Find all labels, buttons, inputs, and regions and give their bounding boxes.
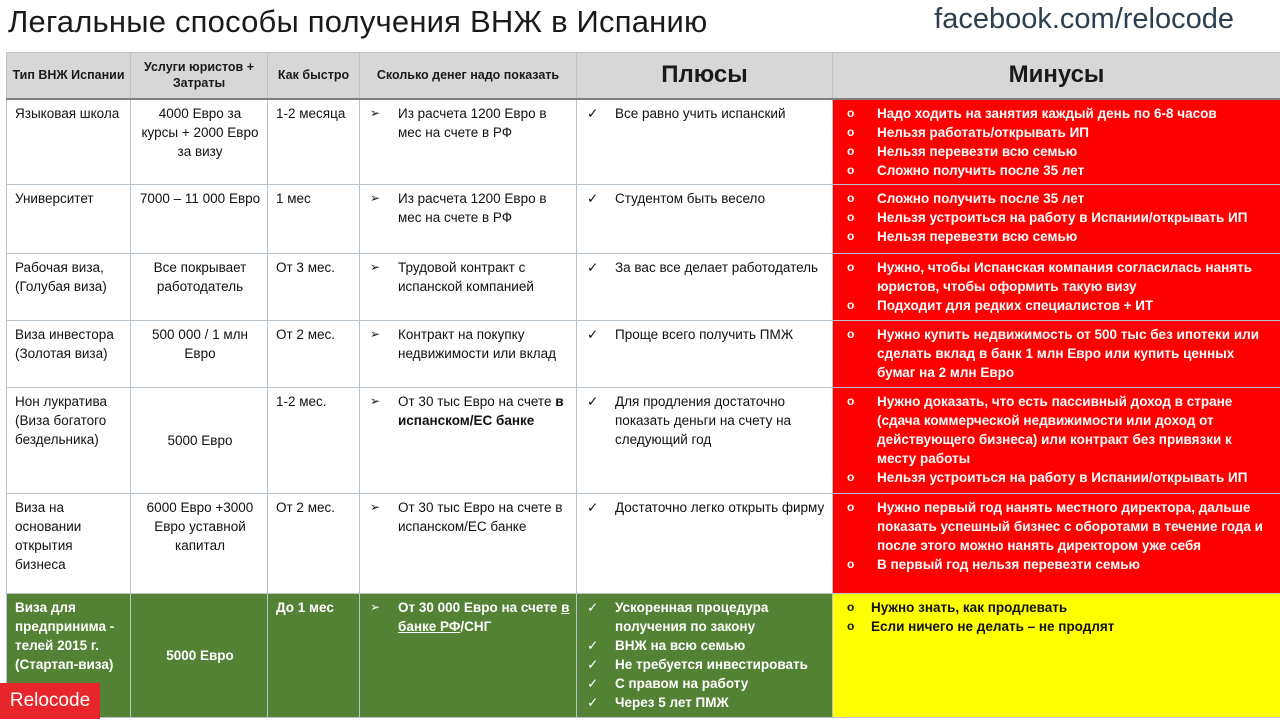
source-link[interactable]: facebook.com/relocode — [934, 3, 1234, 35]
con-item: o Нужно знать, как продлевать — [841, 598, 1274, 617]
header-services: Услуги юристов + Затраты — [131, 53, 268, 99]
visa-cons — [833, 254, 1280, 321]
visa-cons — [833, 494, 1280, 594]
header-type: Тип ВНЖ Испании — [7, 53, 131, 99]
con-item: o В первый год нельзя перевезти семью — [841, 555, 1274, 574]
relocode-badge[interactable]: Relocode — [0, 683, 100, 719]
visa-type: Рабочая виза, (Голубая виза) — [7, 254, 131, 321]
pro-item: ✓ С правом на работу — [585, 674, 826, 693]
visa-pros — [577, 254, 833, 321]
money-text: От 30 000 Евро на счете — [398, 600, 562, 615]
visa-cons — [833, 594, 1280, 718]
pro-item: ✓ Для продления достаточно показать деньги на счету на следующий год — [585, 392, 826, 449]
visa-type: Виза для предпринима - телей 2015 г. (Стартап-виза) — [7, 594, 131, 718]
money-bank: в испанском/ЕС банке — [398, 394, 564, 428]
table-row — [7, 254, 1280, 321]
money-item: ➢ Из расчета 1200 Евро в мес на счете в РФ — [368, 104, 570, 142]
visa-money — [360, 388, 577, 494]
con-item: o Надо ходить на занятия каждый день по 6-8 часов — [841, 104, 1274, 123]
visa-money — [360, 99, 577, 185]
visa-cons — [833, 388, 1280, 494]
visa-type: Языковая школа — [7, 99, 131, 185]
money-item — [368, 598, 570, 636]
visa-pros — [577, 185, 833, 254]
table-row — [7, 388, 1280, 494]
page-title: Легальные способы получения ВНЖ в Испанию — [8, 4, 708, 39]
money-item: ➢ От 30 тыс Евро на счете в испанском/ЕС банке — [368, 498, 570, 536]
visa-money — [360, 321, 577, 388]
money-suffix: /СНГ — [460, 619, 492, 634]
header-cons: Минусы — [833, 53, 1280, 99]
visa-pros — [577, 494, 833, 594]
visa-type: Виза на основании открытия бизнеса — [7, 494, 131, 594]
visa-table — [6, 52, 1280, 718]
visa-cost: 5000 Евро — [131, 388, 268, 494]
money-item — [368, 392, 570, 430]
visa-cost: 6000 Евро +3000 Евро уставной капитал — [131, 494, 268, 594]
visa-type: Нон лукратива (Виза богатого бездельника) — [7, 388, 131, 494]
visa-speed: 1-2 месяца — [268, 99, 360, 185]
con-item: o Нужно купить недвижимость от 500 тыс без ипотеки или сделать вклад в банк 1 млн Евро или купить ценных бумаг на 2 млн Евро — [841, 325, 1274, 382]
pro-item: ✓ Через 5 лет ПМЖ — [585, 693, 826, 712]
con-item: o Нельзя устроиться на работу в Испании/открывать ИП — [841, 468, 1274, 487]
header-money: Сколько денег надо показать — [360, 53, 577, 99]
visa-speed: От 3 мес. — [268, 254, 360, 321]
table-row — [7, 185, 1280, 254]
visa-money — [360, 594, 577, 718]
con-item: o Сложно получить после 35 лет — [841, 161, 1274, 180]
money-item: ➢ Контракт на покупку недвижимости или вклад — [368, 325, 570, 363]
money-bank: в банке РФ — [398, 600, 570, 634]
header-row — [7, 53, 1280, 99]
visa-cost: 5000 Евро — [131, 594, 268, 718]
visa-cons — [833, 185, 1280, 254]
visa-speed: От 2 мес. — [268, 321, 360, 388]
con-item: o Сложно получить после 35 лет — [841, 189, 1274, 208]
pro-item: ✓ Все равно учить испанский — [585, 104, 826, 123]
con-item: o Нельзя работать/открывать ИП — [841, 123, 1274, 142]
con-item: o Если ничего не делать – не продлят — [841, 617, 1274, 636]
visa-speed: 1 мес — [268, 185, 360, 254]
pro-item: ✓ За вас все делает работодатель — [585, 258, 826, 277]
visa-money — [360, 494, 577, 594]
visa-money — [360, 254, 577, 321]
visa-cons — [833, 321, 1280, 388]
money-item: ➢ Из расчета 1200 Евро в мес на счете в РФ — [368, 189, 570, 227]
visa-cons — [833, 99, 1280, 185]
con-item: o Нельзя устроиться на работу в Испании/открывать ИП — [841, 208, 1274, 227]
money-text: От 30 тыс Евро на счете — [398, 394, 556, 409]
con-item: o Нельзя перевезти всю семью — [841, 142, 1274, 161]
visa-type: Виза инвестора (Золотая виза) — [7, 321, 131, 388]
pro-item: ✓ ВНЖ на всю семью — [585, 636, 826, 655]
pro-item: ✓ Проще всего получить ПМЖ — [585, 325, 826, 344]
visa-pros — [577, 99, 833, 185]
pro-item: ✓ Ускоренная процедура получения по закону — [585, 598, 826, 636]
visa-speed: До 1 мес — [268, 594, 360, 718]
visa-pros — [577, 388, 833, 494]
table-row — [7, 321, 1280, 388]
visa-cost: 7000 – 11 000 Евро — [131, 185, 268, 254]
visa-speed: 1-2 мес. — [268, 388, 360, 494]
con-item: o Нельзя перевезти всю семью — [841, 227, 1274, 246]
visa-pros — [577, 321, 833, 388]
pro-item: ✓ Достаточно легко открыть фирму — [585, 498, 826, 517]
table-row — [7, 594, 1280, 718]
visa-cost: 4000 Евро за курсы + 2000 Евро за визу — [131, 99, 268, 185]
con-item: o Подходит для редких специалистов + ИТ — [841, 296, 1274, 315]
visa-money — [360, 185, 577, 254]
visa-speed: От 2 мес. — [268, 494, 360, 594]
visa-type: Университет — [7, 185, 131, 254]
visa-pros — [577, 594, 833, 718]
visa-cost: 500 000 / 1 млн Евро — [131, 321, 268, 388]
table-row — [7, 99, 1280, 185]
con-item: o Нужно первый год нанять местного директора, дальше показать успешный бизнес с оборотами в течение года и после этого можно нанять директором уже себя — [841, 498, 1274, 555]
pro-item: ✓ Студентом быть весело — [585, 189, 826, 208]
header-pros: Плюсы — [577, 53, 833, 99]
con-item: o Нужно доказать, что есть пассивный доход в стране (сдача коммерческой недвижимости или доход от действующего бизнеса) или контракт без привязки к месту работы — [841, 392, 1274, 468]
pro-item: ✓ Не требуется инвестировать — [585, 655, 826, 674]
con-item: o Нужно, чтобы Испанская компания согласилась нанять юристов, чтобы оформить такую визу — [841, 258, 1274, 296]
visa-cost: Все покрывает работодатель — [131, 254, 268, 321]
header-speed: Как быстро — [268, 53, 360, 99]
money-item: ➢ Трудовой контракт с испанской компанией — [368, 258, 570, 296]
table-row — [7, 494, 1280, 594]
